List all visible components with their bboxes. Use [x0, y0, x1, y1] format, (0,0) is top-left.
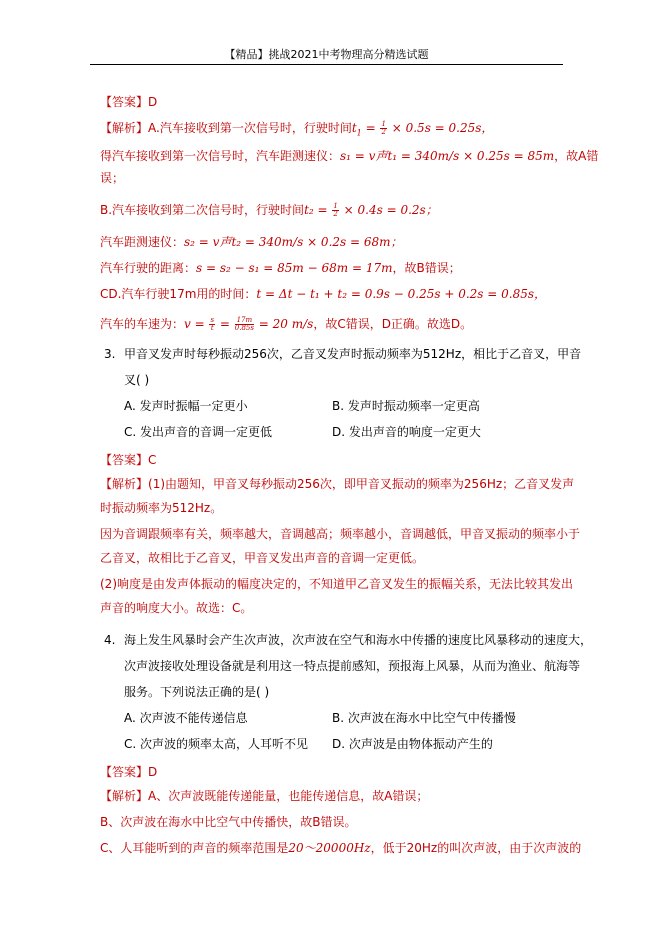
fraction — [380, 121, 386, 136]
explanation-text: ，故B错误； — [392, 261, 461, 275]
answer-line-3 — [100, 452, 156, 468]
fraction-num: 1 — [333, 202, 338, 210]
explanation-text: B.汽车接收到第二次信号时，行驶时间 — [100, 203, 305, 217]
option-a: A. 次声波不能传递信息 — [124, 711, 248, 725]
explanation-4-line-1 — [100, 788, 428, 804]
explanation-4-line-3 — [100, 840, 581, 856]
fraction-den: 2 — [381, 128, 386, 136]
explanation-text: ，故A错 — [554, 149, 599, 163]
option-d: D. 次声波是由物体振动产生的 — [332, 737, 493, 751]
fraction-num: s — [210, 316, 215, 324]
question-text: 服务。下列说法正确的是( ) — [124, 685, 270, 699]
fraction-den: 0.85s — [234, 324, 254, 332]
explanation-line-f — [100, 286, 546, 302]
explanation-text: 汽车的车速为： — [100, 317, 185, 331]
explanation-text: CD.汽车行驶17m用的时间： — [100, 287, 257, 301]
page-header: 【精品】挑战2021中考物理高分精选试题 — [90, 48, 563, 65]
fraction-den: t — [210, 324, 214, 332]
formula-var: v = — [184, 317, 209, 331]
formula-var: t — [351, 121, 357, 135]
explanation-3-line-3: 因为音调跟频率有关，频率越大，音调越高；频率越小，音调越低，甲音叉振动的频率小于 — [100, 527, 581, 541]
explanation-text: 汽车距测速仪： — [100, 235, 185, 249]
question-number: 4. — [104, 633, 116, 647]
explanation-tag: 【解析】 — [100, 477, 149, 491]
answer-value: D — [148, 765, 158, 779]
formula: s₁ = v声t₁ = 340m/s × 0.25s = 85m — [340, 149, 555, 163]
answer-tag: 【答案】 — [100, 453, 149, 467]
explanation-line-a — [100, 120, 493, 141]
formula — [351, 120, 494, 138]
answer-line-1 — [100, 94, 157, 110]
explanation-text: A.汽车接收到第一次信号时，行驶时间 — [148, 121, 352, 135]
formula-eq: = — [216, 317, 234, 331]
formula: s₂ = v声t₂ = 340m/s × 0.2s = 68m； — [184, 235, 403, 249]
explanation-tag: 【解析】 — [100, 121, 149, 135]
formula-rest: × 0.4s = 0.2s； — [339, 203, 438, 217]
formula-rest: × 0.5s = 0.25s， — [387, 121, 494, 135]
explanation-tag: 【解析】 — [100, 789, 149, 803]
explanation-text: 得汽车接收到第一次信号时，汽车距测速仪： — [100, 149, 341, 163]
formula-sub: 1 — [356, 128, 362, 138]
explanation-3-line-2: 时振动频率为512Hz。 — [100, 501, 223, 515]
question-number: 3. — [104, 347, 116, 361]
explanation-line-g — [100, 316, 472, 332]
explanation-text: ，故C错误，D正确。故选D。 — [313, 317, 473, 331]
option-a: A. 发声时振幅一定更小 — [124, 399, 248, 413]
explanation-4-line-2: B、次声波在海水中比空气中传播快，故B错误。 — [100, 815, 357, 829]
formula-eq: = — [361, 121, 380, 135]
option-b: B. 次声波在海水中比空气中传播慢 — [332, 711, 516, 725]
formula: 20～20000Hz — [288, 841, 371, 855]
option-d: D. 发出声音的响度一定更大 — [332, 425, 481, 439]
explanation-text: A、次声波既能传递能量，也能传递信息，故A错误； — [148, 789, 429, 803]
option-c: C. 发出声音的音调一定更低 — [124, 425, 273, 439]
answer-line-4 — [100, 764, 157, 780]
formula-var: t₂ = — [304, 203, 332, 217]
explanation-text: (1)由题知，甲音叉每秒振动256次，即甲音叉振动的频率为256Hz；乙音叉发声 — [148, 477, 575, 491]
answer-value: C — [148, 453, 157, 467]
answer-tag: 【答案】 — [100, 95, 149, 109]
fraction — [209, 317, 215, 332]
answer-tag: 【答案】 — [100, 765, 149, 779]
explanation-line-e — [100, 260, 461, 276]
formula — [304, 203, 438, 217]
formula: s = s₂ − s₁ = 85m − 68m = 17m — [196, 261, 393, 275]
fraction-num: 17m — [236, 316, 253, 324]
option-c: C. 次声波的频率太高，人耳听不见 — [124, 737, 309, 751]
formula: t = Δt − t₁ + t₂ = 0.9s − 0.25s + 0.2s = 0.85s， — [256, 287, 547, 301]
question-text: 甲音叉发声时每秒振动256次，乙音叉发声时振动频率为512Hz，相比于乙音叉，甲音 — [124, 347, 582, 361]
explanation-3-line-5: (2)响度是由发声体振动的幅度决定的，不知道甲乙音叉发生的振幅关系，无法比较其发出 — [100, 577, 574, 591]
option-b: B. 发声时振动频率一定更高 — [332, 399, 480, 413]
formula — [184, 317, 313, 331]
question-text: 次声波接收处理设备就是利用这一特点提前感知，预报海上风暴，从而为渔业、航海等 — [124, 659, 581, 673]
explanation-line-d — [100, 234, 403, 250]
fraction-num: 1 — [381, 120, 386, 128]
explanation-line-b2: 误； — [100, 171, 125, 185]
fraction-den: 2 — [333, 210, 338, 218]
fraction — [235, 317, 254, 332]
question-text: 海上发生风暴时会产生次声波，次声波在空气和海水中传播的速度比风暴移动的速度大， — [124, 633, 593, 647]
explanation-text: ，低于20Hz的叫次声波，由于次声波的 — [370, 841, 582, 855]
explanation-3-line-1 — [100, 476, 574, 492]
explanation-line-b — [100, 148, 598, 164]
explanation-text: 汽车行驶的距离： — [100, 261, 197, 275]
fraction — [332, 203, 338, 218]
question-text: 叉( ) — [124, 373, 150, 387]
explanation-3-line-6: 声音的响度大小。故选：C。 — [100, 601, 253, 615]
answer-value: D — [148, 95, 158, 109]
explanation-text: C、人耳能听到的声音的频率范围是 — [100, 841, 289, 855]
explanation-3-line-4: 乙音叉，故相比于乙音叉，甲音叉发出声音的音调一定更低。 — [100, 551, 425, 565]
explanation-line-c — [100, 202, 438, 218]
formula-rest: = 20 m/s — [254, 317, 314, 331]
